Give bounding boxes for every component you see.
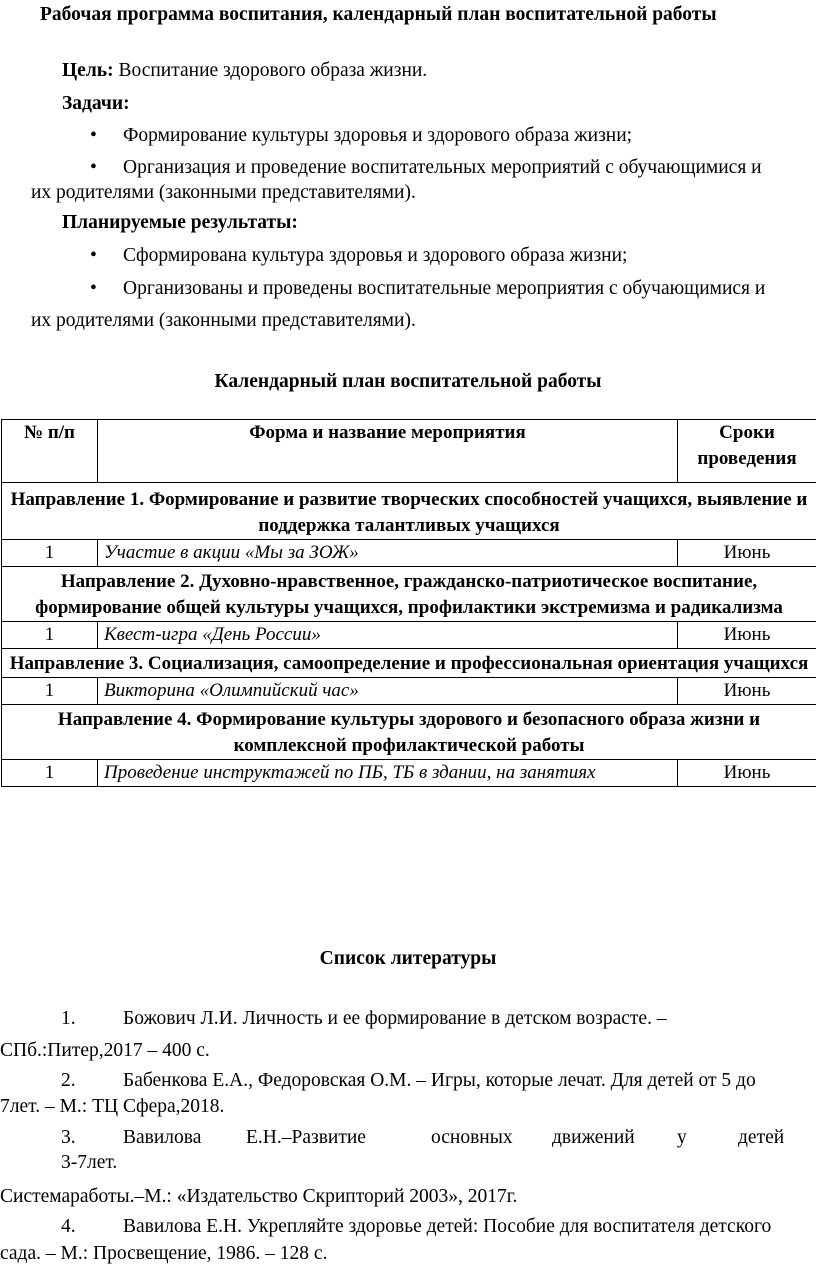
reference-word: детей	[738, 1127, 785, 1148]
reference-number: 2.	[61, 1070, 76, 1091]
row-event: Участие в акции «Мы за ЗОЖ»	[98, 540, 678, 567]
direction-row	[2, 705, 816, 760]
row-event: Викторина «Олимпийский час»	[98, 678, 678, 705]
reference-text: Вавилова Е.Н. Укрепляйте здоровье детей: Пособие для воспитателя детского	[123, 1216, 772, 1237]
row-term: Июнь	[678, 540, 816, 567]
goal-label: Цель:	[62, 60, 114, 81]
row-term: Июнь	[678, 678, 816, 705]
plan-heading: Календарный план воспитательной работы	[214, 371, 602, 392]
reference-number: 4.	[61, 1216, 76, 1237]
row-number: 1	[2, 622, 98, 649]
reference-continuation: Системаработы.–М.: «Издательство Скрипторий 2003», 2017г.	[0, 1186, 518, 1207]
reference-word: Е.Н.–Развитие	[246, 1127, 366, 1148]
table-row	[2, 760, 816, 787]
reference-continuation: 7лет. – М.: ТЦ Сфера,2018.	[0, 1096, 225, 1117]
table-row	[2, 622, 816, 649]
plan-table	[1, 419, 816, 787]
table-row	[2, 678, 816, 705]
results-label: Планируемые результаты:	[62, 212, 298, 233]
result-item: Организованы и проведены воспитательные мероприятия с обучающимися и	[123, 278, 766, 299]
row-event: Проведение инструктажей по ПБ, ТБ в здании, на занятиях	[98, 760, 678, 787]
direction-row	[2, 567, 816, 622]
direction-title: Направление 4. Формирование культуры здорового и безопасного образа жизни и комплексной профилактической работы	[2, 705, 816, 760]
goal-text: Воспитание здорового образа жизни.	[118, 60, 428, 81]
task-item: Организация и проведение воспитательных мероприятий с обучающимися и	[123, 157, 762, 178]
document-title: Рабочая программа воспитания, календарный план воспитательной работы	[40, 4, 717, 25]
task-item-continuation: их родителями (законными представителями).	[31, 182, 416, 203]
row-event: Квест-игра «День России»	[98, 622, 678, 649]
direction-row	[2, 483, 816, 540]
column-header-number: № п/п	[2, 420, 98, 483]
table-row	[2, 540, 816, 567]
row-term: Июнь	[678, 760, 816, 787]
table-header-row	[2, 420, 816, 483]
direction-title: Направление 2. Духовно-нравственное, гражданско-патриотическое воспитание, формирование общей культуры учащихся, профилактики экстремизма и радикализма	[2, 567, 816, 622]
reference-number: 1.	[61, 1008, 76, 1029]
column-header-event: Форма и название мероприятия	[98, 420, 678, 483]
reference-number: 3.	[61, 1127, 76, 1148]
bullet-icon: •	[90, 278, 97, 299]
result-item-continuation: их родителями (законными представителями).	[31, 310, 416, 331]
direction-title: Направление 1. Формирование и развитие творческих способностей учащихся, выявление и поддержка талантливых учащихся	[2, 483, 816, 540]
row-number: 1	[2, 760, 98, 787]
direction-row	[2, 649, 816, 678]
reference-text: Божович Л.И. Личность и ее формирование в детском возрасте. –	[123, 1008, 667, 1029]
reference-word: Вавилова	[123, 1127, 202, 1148]
row-term: Июнь	[678, 622, 816, 649]
reference-text: 3-7лет.	[61, 1152, 118, 1173]
task-item: Формирование культуры здоровья и здорового образа жизни;	[123, 125, 633, 146]
literature-heading: Список литературы	[319, 948, 497, 969]
reference-continuation: сада. – М.: Просвещение, 1986. – 128 с.	[0, 1243, 328, 1264]
reference-text: Бабенкова Е.А., Федоровская О.М. – Игры, которые лечат. Для детей от 5 до	[123, 1070, 756, 1091]
bullet-icon: •	[90, 125, 97, 146]
row-number: 1	[2, 540, 98, 567]
goal-paragraph	[62, 60, 427, 82]
direction-title: Направление 3. Социализация, самоопределение и профессиональная ориентация учащихся	[2, 649, 816, 678]
reference-continuation: СПб.:Питер,2017 – 400 с.	[0, 1040, 210, 1061]
bullet-icon: •	[90, 245, 97, 266]
reference-word: основных	[431, 1127, 513, 1148]
result-item: Сформирована культура здоровья и здорового образа жизни;	[123, 245, 628, 266]
reference-word: движений	[552, 1127, 635, 1148]
bullet-icon: •	[90, 157, 97, 178]
row-number: 1	[2, 678, 98, 705]
reference-word: у	[677, 1127, 687, 1148]
tasks-label: Задачи:	[62, 93, 130, 114]
column-header-term: Сроки проведения	[678, 420, 816, 483]
